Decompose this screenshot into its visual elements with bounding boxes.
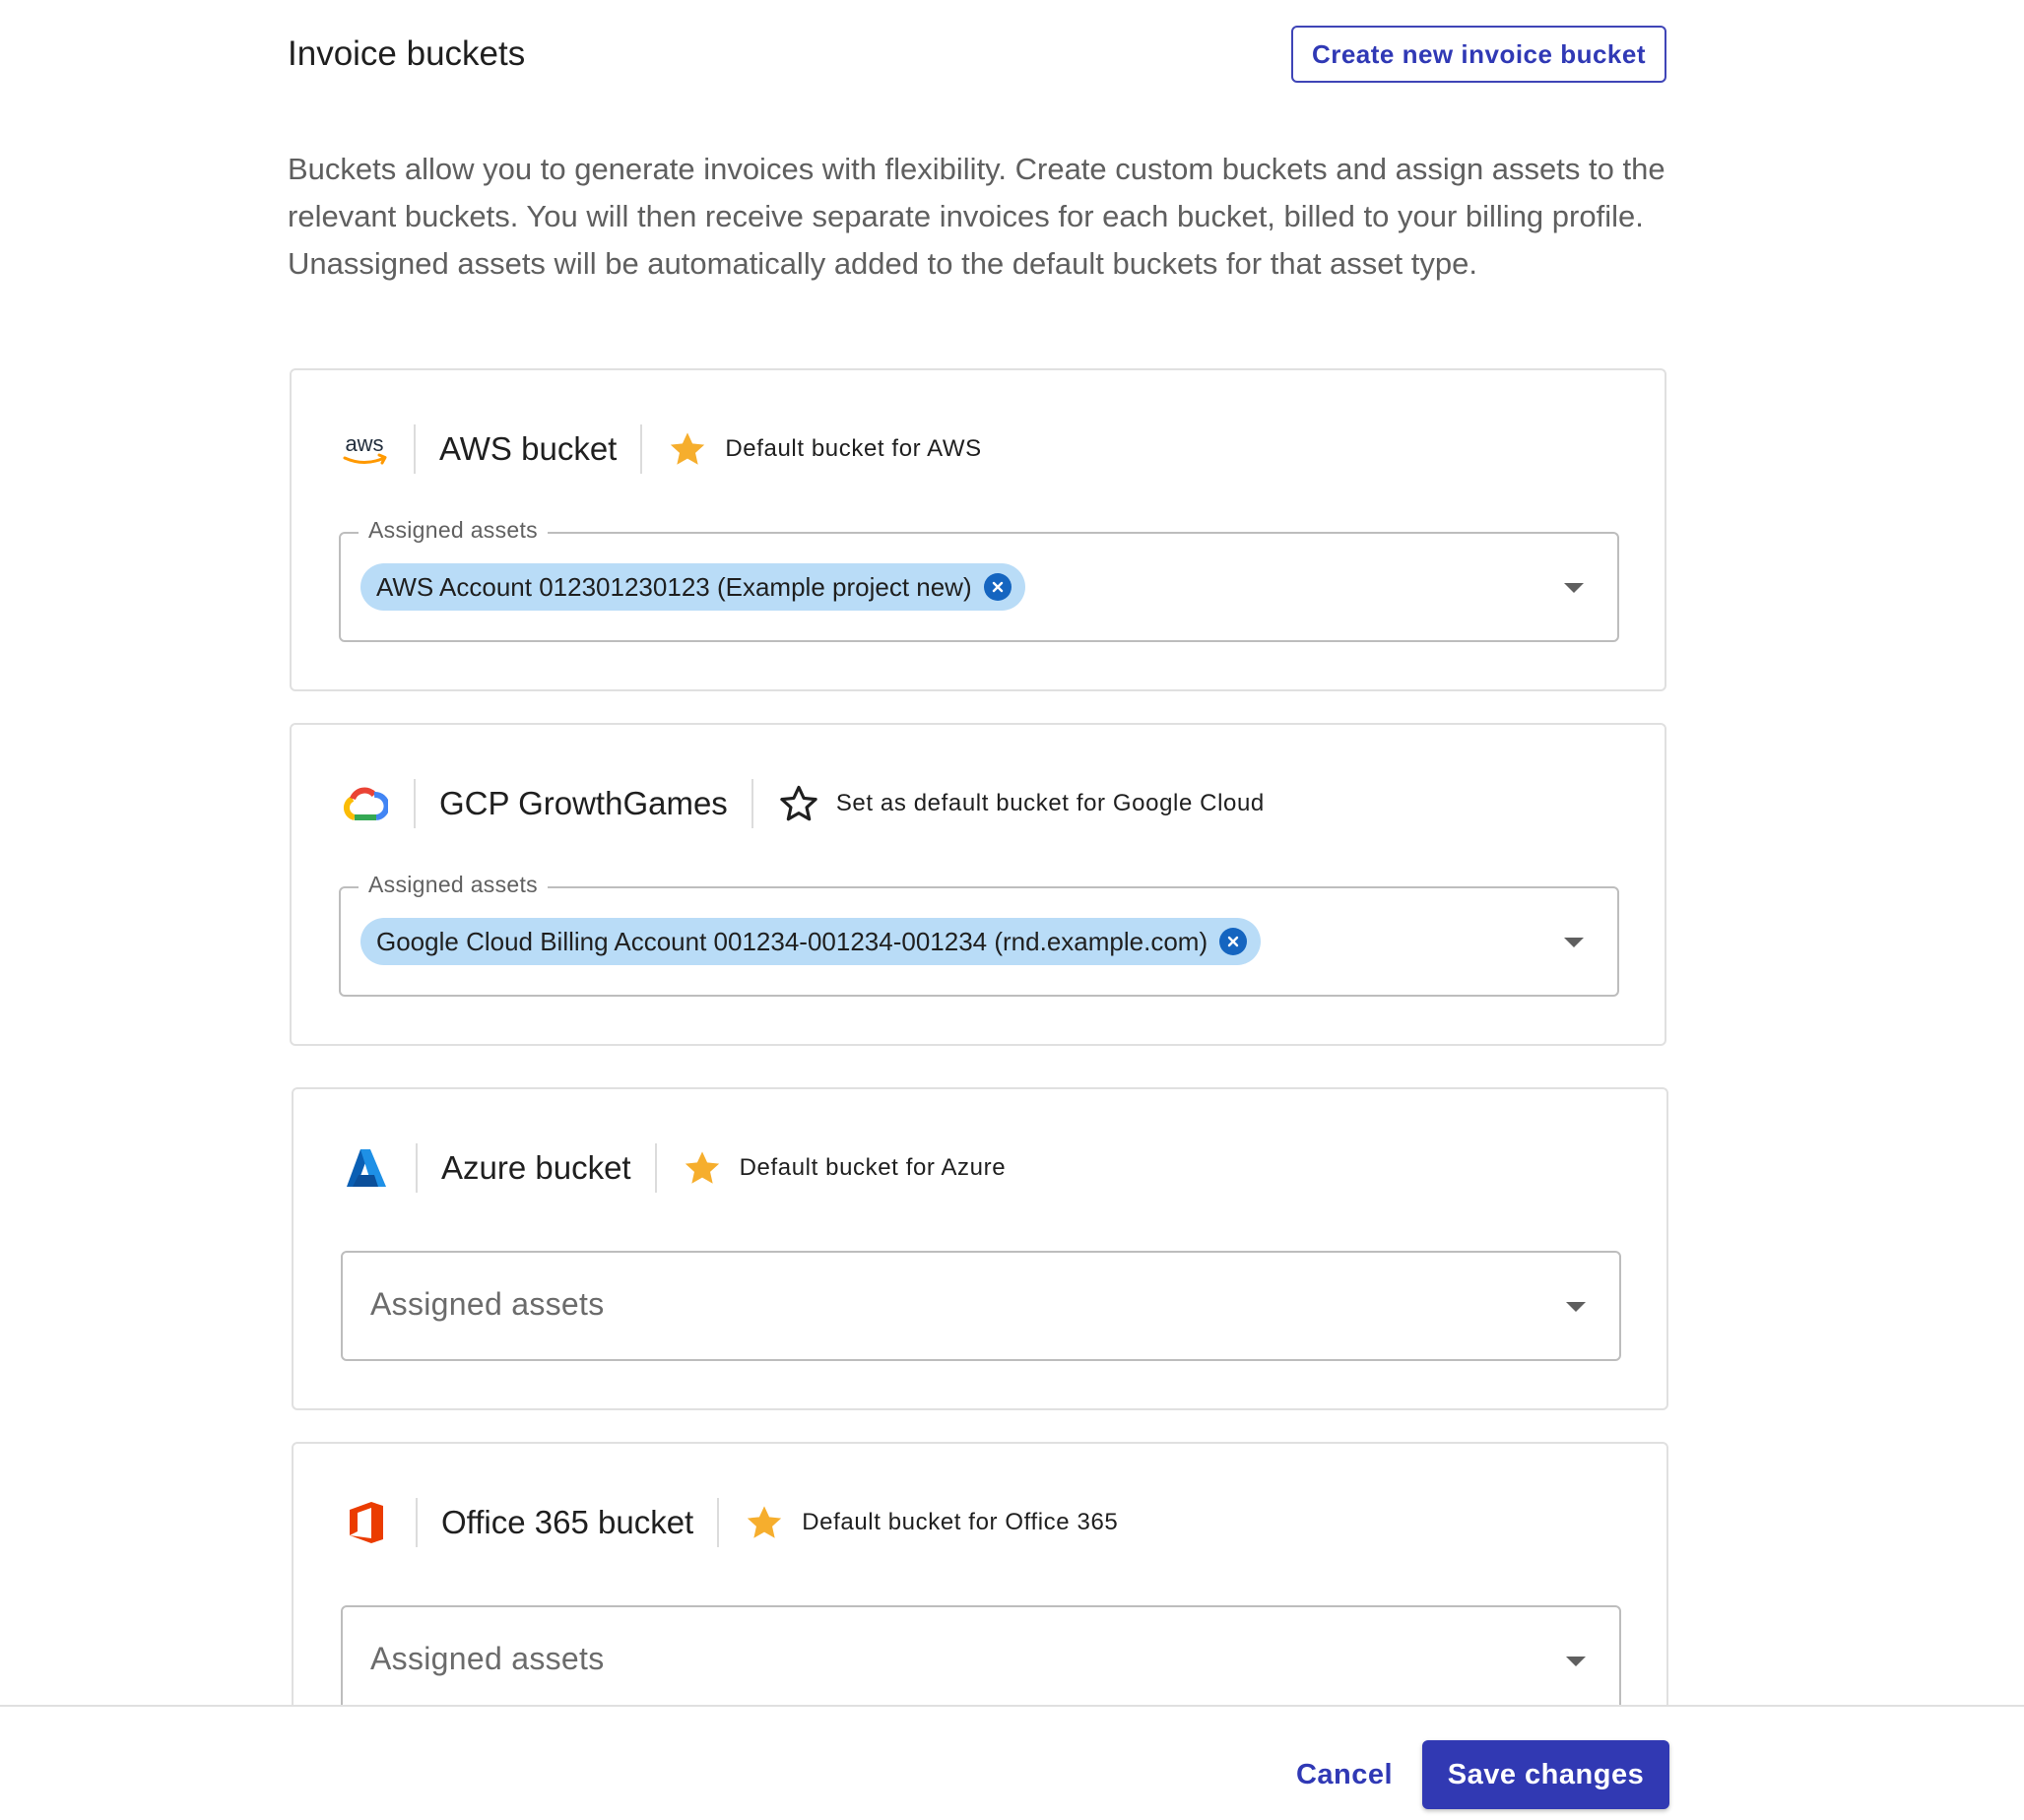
create-invoice-bucket-button[interactable]: Create new invoice bucket (1291, 26, 1666, 83)
remove-chip-icon[interactable] (1219, 928, 1247, 955)
field-placeholder: Assigned assets (370, 1641, 605, 1676)
bucket-header (339, 776, 1265, 831)
star-filled-icon[interactable] (666, 427, 709, 471)
bucket-name: Office 365 bucket (441, 1504, 694, 1540)
field-label: Assigned assets (359, 872, 548, 898)
field-placeholder: Assigned assets (370, 1286, 605, 1322)
default-bucket-label: Default bucket for Office 365 (802, 1509, 1119, 1535)
cancel-button[interactable]: Cancel (1280, 1740, 1408, 1809)
divider (655, 1143, 657, 1193)
divider (416, 1498, 418, 1547)
assigned-assets-select[interactable] (341, 1251, 1621, 1361)
dropdown-arrow-icon[interactable] (1566, 1657, 1586, 1666)
bucket-header (341, 1140, 1006, 1196)
divider (640, 424, 642, 474)
bucket-card-office-365 (292, 1442, 1668, 1737)
page-description: Buckets allow you to generate invoices with flexibility. Create custom buckets and assign assets to the relevant buckets. You will then receive separate invoices for each bucket, billed to your billing profile. Unassigned assets will be automatically added to the default buckets for that asset type. (288, 152, 1665, 281)
set-default-bucket-label[interactable]: Set as default bucket for Google Cloud (835, 790, 1265, 816)
divider (751, 779, 753, 828)
dropdown-arrow-icon[interactable] (1566, 1302, 1586, 1312)
divider (414, 424, 416, 474)
assigned-assets-select[interactable] (339, 872, 1619, 997)
asset-chip-label: AWS Account 012301230123 (Example project new) (376, 571, 972, 602)
star-filled-icon[interactable] (743, 1501, 786, 1544)
azure-logo-icon (341, 1142, 392, 1194)
bucket-header (341, 1495, 1118, 1550)
asset-chip (360, 563, 1025, 611)
google-cloud-logo-icon (339, 778, 390, 829)
svg-text:aws: aws (345, 431, 384, 456)
bucket-card-gcp (290, 723, 1666, 1046)
bucket-card-aws (290, 368, 1666, 691)
remove-chip-icon[interactable] (984, 573, 1012, 601)
page-title: Invoice buckets (288, 34, 526, 73)
action-footer (0, 1705, 2024, 1820)
asset-chip-label: Google Cloud Billing Account 001234-001234-001234 (rnd.example.com) (376, 926, 1208, 956)
bucket-name: GCP GrowthGames (439, 785, 728, 821)
divider (416, 1143, 418, 1193)
assigned-assets-select[interactable] (339, 517, 1619, 642)
bucket-header (339, 422, 982, 477)
save-changes-button[interactable]: Save changes (1422, 1740, 1669, 1809)
star-outline-icon[interactable] (777, 782, 820, 825)
dropdown-arrow-icon[interactable] (1564, 583, 1584, 593)
aws-logo-icon (339, 423, 390, 475)
default-bucket-label: Default bucket for Azure (739, 1154, 1007, 1181)
page-header (288, 26, 1666, 83)
dropdown-arrow-icon[interactable] (1564, 938, 1584, 947)
bucket-name: Azure bucket (441, 1149, 631, 1186)
default-bucket-label: Default bucket for AWS (725, 435, 982, 462)
bucket-name: AWS bucket (439, 430, 618, 467)
office-365-logo-icon (341, 1497, 392, 1548)
assigned-assets-select[interactable] (341, 1605, 1621, 1716)
bucket-card-azure (292, 1087, 1668, 1410)
asset-chip (360, 918, 1261, 965)
divider (414, 779, 416, 828)
star-filled-icon[interactable] (681, 1146, 724, 1190)
field-label: Assigned assets (359, 517, 548, 544)
divider (717, 1498, 719, 1547)
